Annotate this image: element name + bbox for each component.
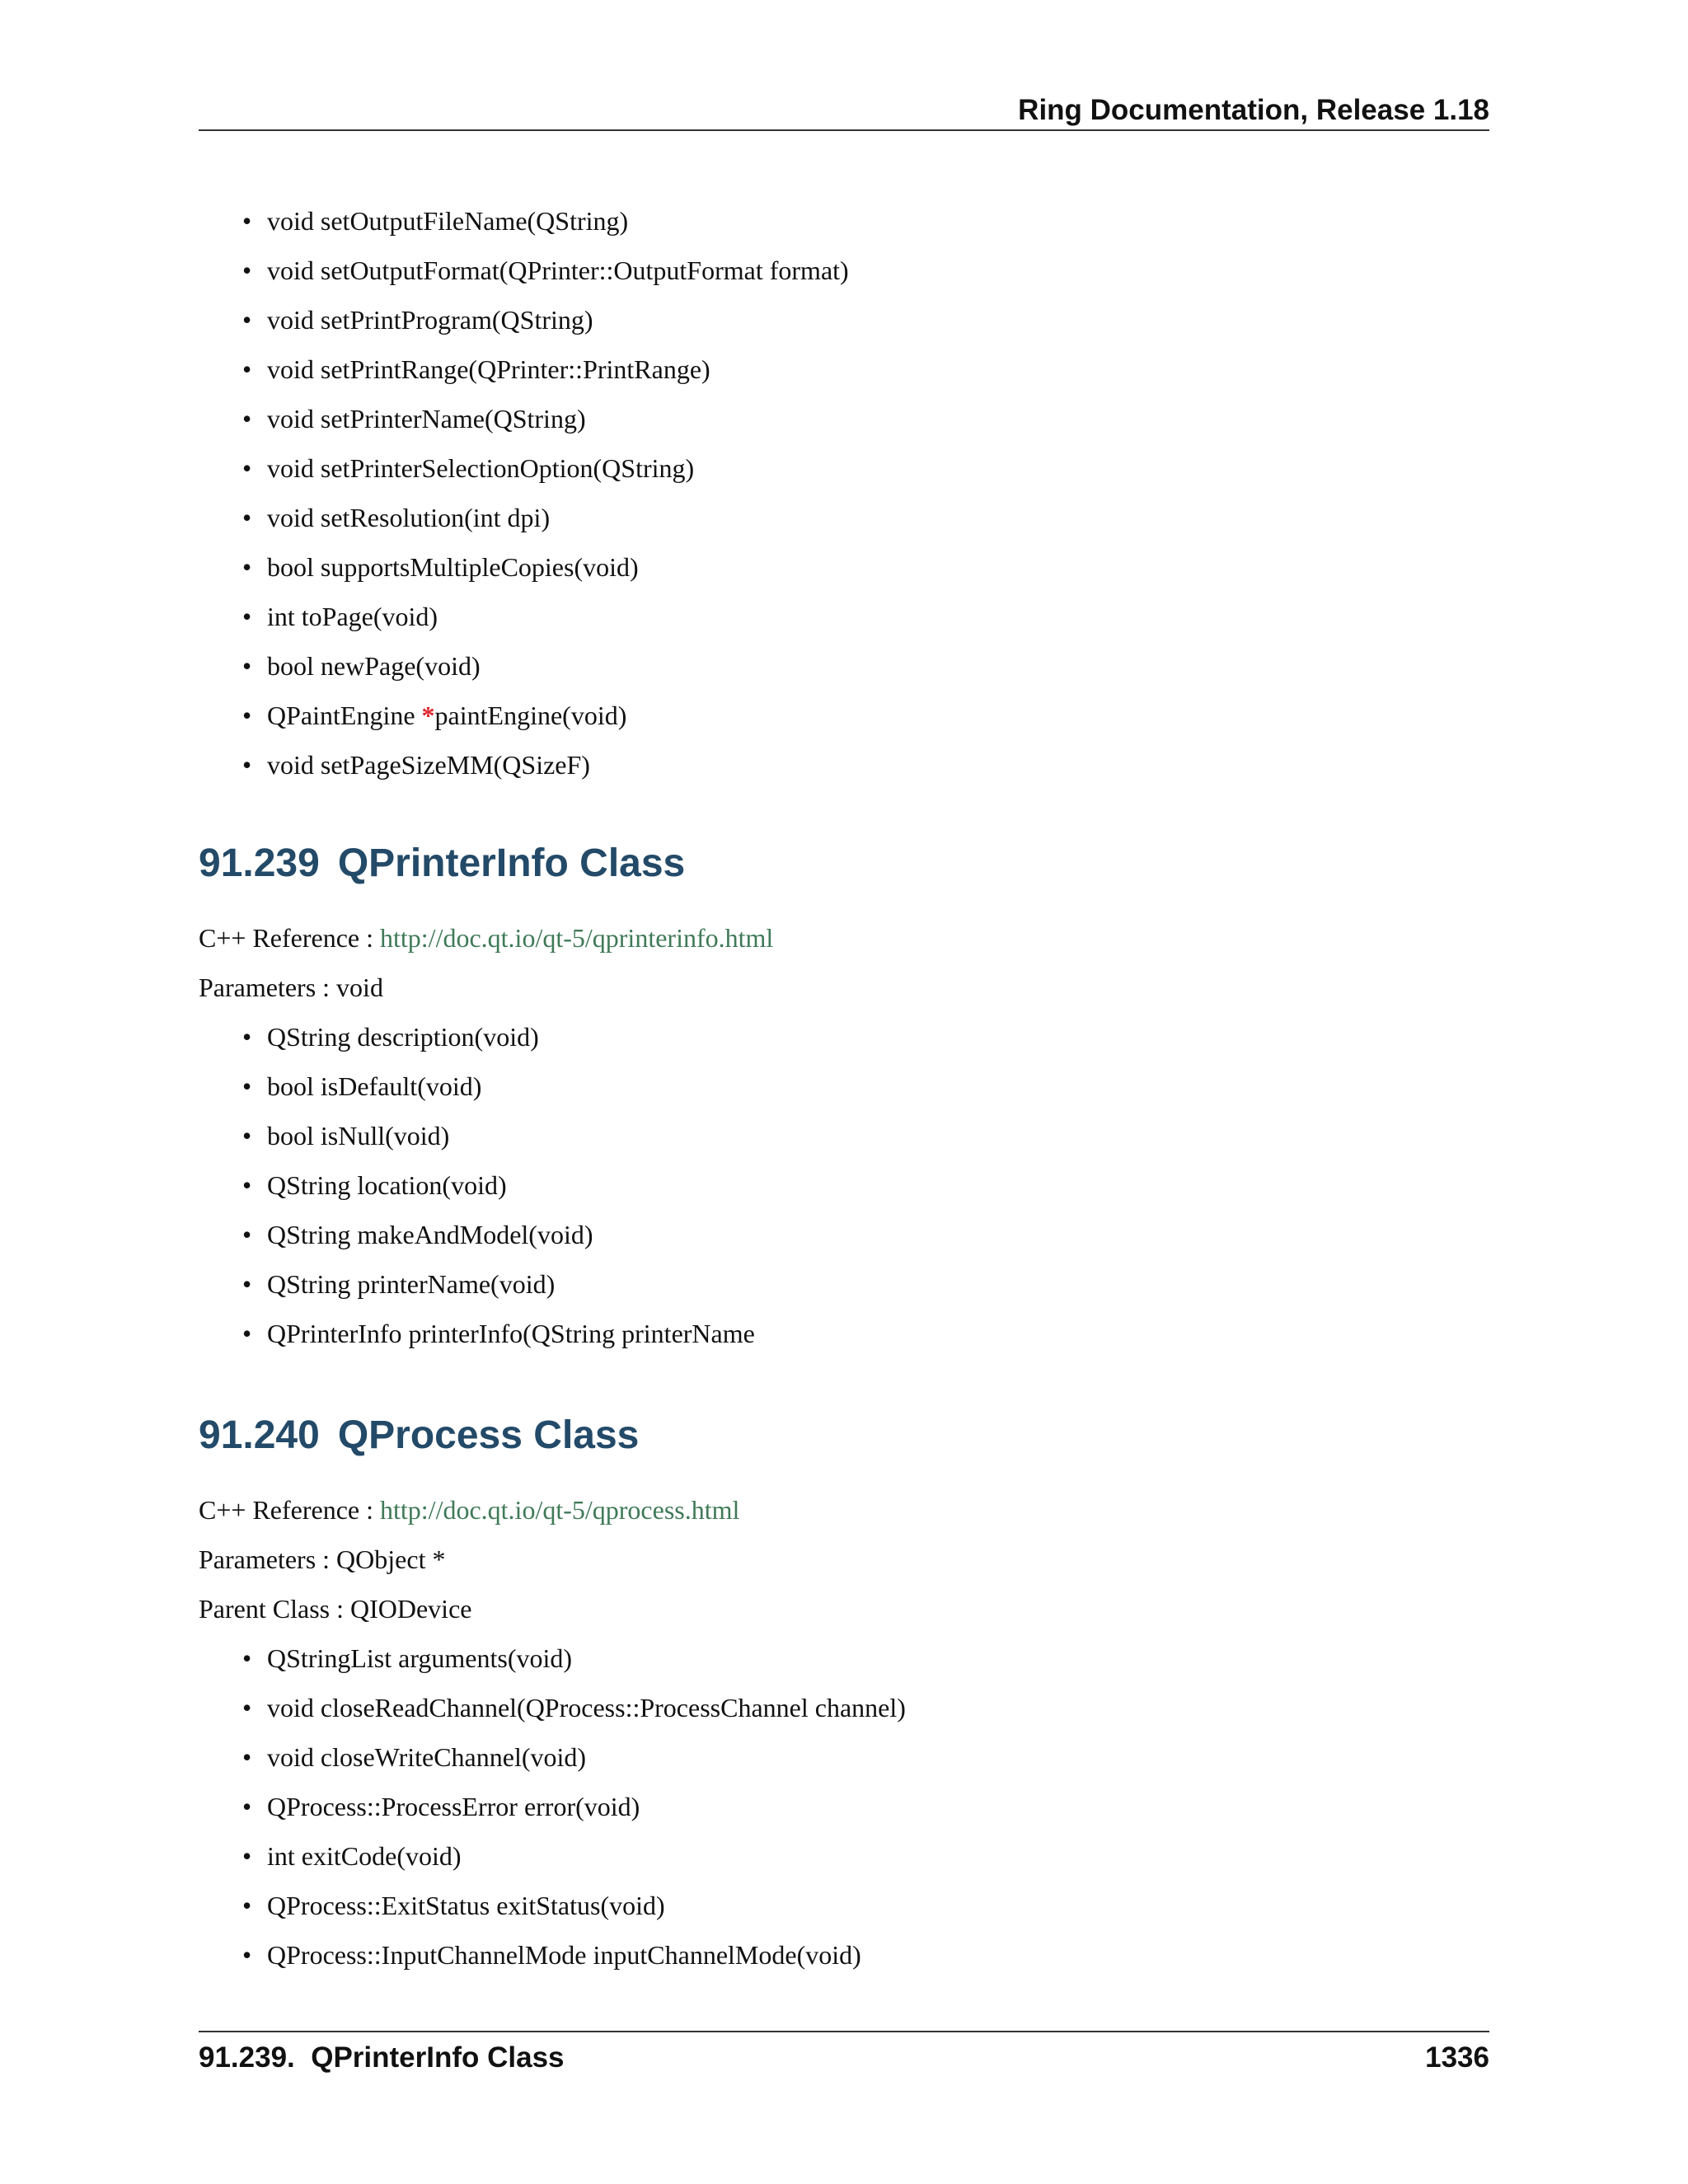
bullet-icon: •	[242, 305, 252, 335]
bullet-icon: •	[242, 1841, 252, 1871]
list-item: • QPrinterInfo printerInfo(QString printerName	[267, 1309, 1489, 1358]
list-item: • QString description(void)	[267, 1012, 1489, 1062]
section-heading-qprocess: 91.240 QProcess Class	[199, 1413, 640, 1457]
bullet-icon: •	[242, 1693, 252, 1722]
section-heading-qprinterinfo: 91.239 QPrinterInfo Class	[199, 841, 686, 885]
bullet-icon: •	[242, 255, 252, 285]
list-item: • void setPrintProgram(QString)	[267, 295, 1489, 344]
bullet-icon: •	[242, 1022, 252, 1052]
list-item: • void setPrinterSelectionOption(QString)	[267, 443, 1489, 493]
list-item: • void setPrintRange(QPrinter::PrintRange)	[267, 344, 1489, 394]
list-item: • bool isNull(void)	[267, 1111, 1489, 1160]
list-item: • QStringList arguments(void)	[267, 1633, 1489, 1683]
bullet-icon: •	[242, 750, 252, 780]
bullet-icon: •	[242, 453, 252, 483]
list-item: • QProcess::ExitStatus exitStatus(void)	[267, 1881, 1489, 1930]
list-item: • QProcess::InputChannelMode inputChannelMode(void)	[267, 1930, 1489, 1980]
bullet-icon: •	[242, 1319, 252, 1348]
list-item-paint-engine: • QPaintEngine *paintEngine(void)	[267, 691, 1489, 740]
bullet-icon: •	[242, 1071, 252, 1101]
list-item: • QString printerName(void)	[267, 1259, 1489, 1309]
list-item: • bool supportsMultipleCopies(void)	[267, 542, 1489, 592]
list-item: • void setPageSizeMM(QSizeF)	[267, 740, 1489, 790]
bullet-icon: •	[242, 602, 252, 631]
footer-rule	[199, 2031, 1489, 2032]
bullet-icon: •	[242, 1121, 252, 1151]
bullet-icon: •	[242, 1643, 252, 1673]
header-rule	[199, 129, 1489, 131]
list-item: • int exitCode(void)	[267, 1831, 1489, 1881]
list-item: • int toPage(void)	[267, 592, 1489, 641]
bullet-icon: •	[242, 1891, 252, 1920]
list-item: • QString makeAndModel(void)	[267, 1210, 1489, 1259]
list-item: • void setOutputFileName(QString)	[267, 196, 1489, 246]
bullet-icon: •	[242, 1269, 252, 1299]
list-item: • void closeReadChannel(QProcess::ProcessChannel channel)	[267, 1683, 1489, 1732]
parent-class-text: Parent Class : QIODevice	[199, 1594, 472, 1624]
cpp-reference-link[interactable]: http://doc.qt.io/qt-5/qprocess.html	[380, 1495, 740, 1525]
list-item: • QString location(void)	[267, 1160, 1489, 1210]
bullet-icon: •	[242, 1940, 252, 1970]
list-item: • bool isDefault(void)	[267, 1062, 1489, 1111]
running-header: Ring Documentation, Release 1.18	[1018, 94, 1489, 126]
cpp-reference: C++ Reference : http://doc.qt.io/qt-5/qprinterinfo.html	[199, 923, 774, 953]
qprinterinfo-method-list	[199, 1012, 1489, 1358]
pointer-asterisk: *	[421, 701, 435, 730]
list-item: • void closeWriteChannel(void)	[267, 1732, 1489, 1782]
bullet-icon: •	[242, 1792, 252, 1821]
bullet-icon: •	[242, 701, 252, 730]
page-content	[199, 196, 1489, 1980]
bullet-icon: •	[242, 206, 252, 236]
list-item: • void setOutputFormat(QPrinter::OutputFormat format)	[267, 246, 1489, 295]
bullet-icon: •	[242, 404, 252, 434]
parameters-text: Parameters : void	[199, 972, 383, 1002]
parameters-text: Parameters : QObject *	[199, 1544, 446, 1574]
cpp-reference: C++ Reference : http://doc.qt.io/qt-5/qprocess.html	[199, 1495, 740, 1525]
bullet-icon: •	[242, 1170, 252, 1200]
document-page	[199, 0, 1489, 2184]
cpp-reference-link[interactable]: http://doc.qt.io/qt-5/qprinterinfo.html	[380, 923, 774, 953]
qprocess-method-list	[199, 1633, 1489, 1980]
bullet-icon: •	[242, 552, 252, 582]
list-item: • void setPrinterName(QString)	[267, 394, 1489, 443]
page-number: 1336	[1425, 2041, 1489, 2074]
bullet-icon: •	[242, 503, 252, 532]
bullet-icon: •	[242, 1742, 252, 1772]
footer-section-title: 91.239. QPrinterInfo Class	[199, 2041, 565, 2074]
list-item: • QProcess::ProcessError error(void)	[267, 1782, 1489, 1831]
list-item: • bool newPage(void)	[267, 641, 1489, 691]
bullet-icon: •	[242, 354, 252, 384]
qprinter-method-list	[199, 196, 1489, 790]
bullet-icon: •	[242, 1220, 252, 1249]
list-item: • void setResolution(int dpi)	[267, 493, 1489, 542]
bullet-icon: •	[242, 651, 252, 681]
